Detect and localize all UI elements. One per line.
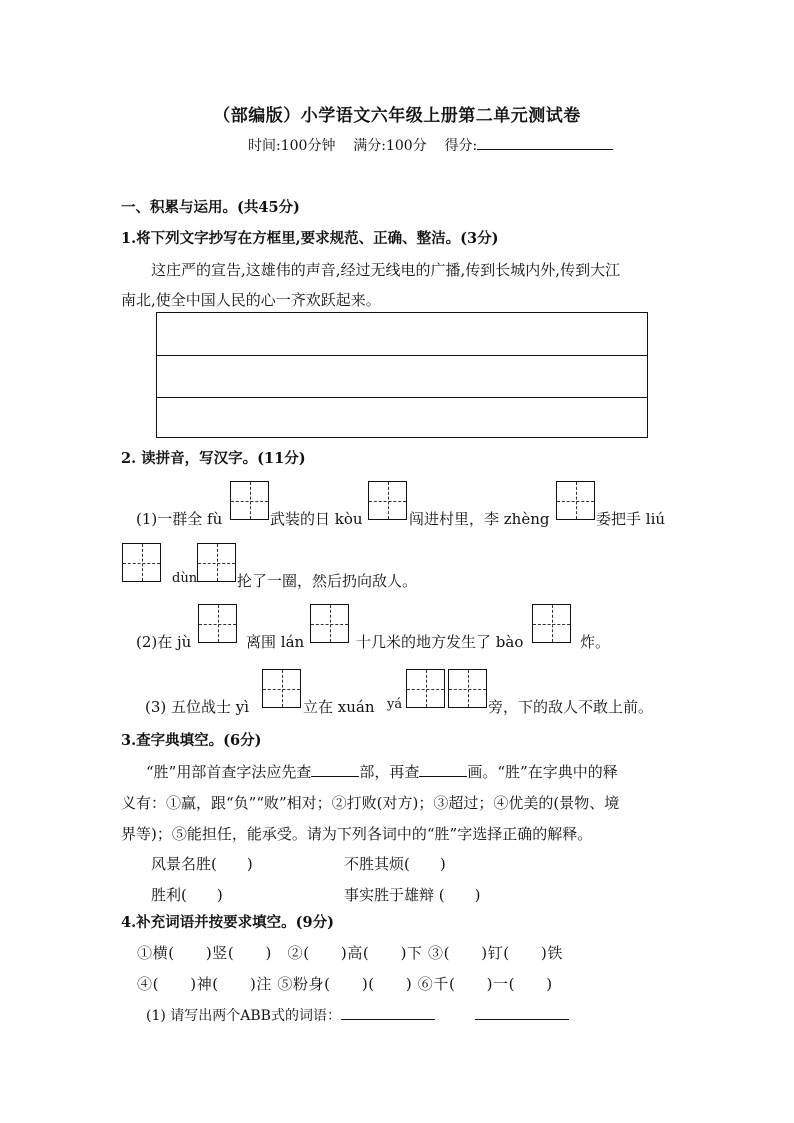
q3-text-line1 [146,761,618,782]
answer-blank[interactable] [341,1005,435,1020]
q3-text: 画。“胜”在字典中的释 [467,763,618,781]
tianzige-box[interactable] [198,604,237,643]
tianzige-box[interactable] [310,604,349,643]
time-label: 时间:100分钟 [248,138,336,154]
tianzige-box[interactable] [122,543,161,582]
tianzige-box[interactable] [556,481,595,520]
q3-text-line3: 界等)；⑤能担任，能承受。请为下列各词中的“胜”字选择正确的解释。 [121,825,593,843]
q1-text-line2: 南北,使全中国人民的心一齐欢跃起来。 [121,291,381,309]
q2-text: 武装的日 kòu [270,510,363,528]
answer-blank[interactable] [311,762,359,777]
q1-text-line1: 这庄严的宣告,这雄伟的声音,经过无线电的广播,传到长城内外,传到大江 [151,261,621,279]
score-blank[interactable] [477,135,613,150]
tianzige-box[interactable] [406,669,445,708]
q3-item: 胜利( ) [151,886,223,904]
tianzige-box[interactable] [532,604,571,643]
exam-info [248,135,613,155]
copy-box-divider [157,397,647,398]
tianzige-box[interactable] [197,543,236,582]
q2-text: 十几米的地方发生了 bào [356,633,524,651]
q2-text: 委把手 liú [596,510,666,528]
tianzige-box[interactable] [448,669,487,708]
q4-line1: ①横( )竖( ) ②( )高( )下 ③( )钉( )铁 [137,944,563,962]
q2-heading: 2. 读拼音，写汉字。(11分) [121,450,306,467]
q4-heading: 4.补充词语并按要求填空。(9分) [121,914,334,931]
q3-heading: 3.查字典填空。(6分) [121,732,262,749]
got-label: 得分: [444,138,478,154]
q2-text: (2)在 jù [136,633,192,651]
copy-box[interactable] [156,312,648,438]
q2-pinyin: dùn [172,571,198,586]
score-label: 满分:100分 [353,138,427,154]
q2-text: 炸。 [580,633,611,651]
q3-item: 风景名胜( ) [151,855,253,873]
q3-text: 部，再查 [359,763,420,781]
q4-sub1-text: (1) 请写出两个ABB式的词语： [146,1008,341,1024]
tianzige-box[interactable] [368,481,407,520]
q1-heading: 1.将下列文字抄写在方框里,要求规范、正确、整洁。(3分) [121,230,499,247]
q2-text: 立在 xuán [303,698,375,716]
answer-blank[interactable] [419,762,467,777]
q3-text-line2: 义有：①赢，跟“负”“败”相对；②打败(对方)；③超过；④优美的(景物、境 [121,794,620,812]
q2-text: 闯进村里，李 zhèng [409,510,550,528]
q2-text: 抡了一圈，然后扔向敌人。 [237,572,418,590]
q2-text: 旁，下的敌人不敢上前。 [488,698,654,716]
copy-box-divider [157,355,647,356]
q3-item: 事实胜于雄辩 ( ) [344,886,481,904]
tianzige-box[interactable] [230,481,269,520]
section-heading: 一、积累与运用。(共45分) [121,199,300,216]
q2-text: (1)一群全 fù [136,510,223,528]
answer-blank[interactable] [475,1005,569,1020]
q4-line2: ④( )神( )注 ⑤粉身( )( ) ⑥千( )一( ) [137,975,553,993]
q2-pinyin: yá [387,697,403,712]
q2-text: (3) 五位战士 yì [145,698,250,716]
q2-text: 离围 lán [246,633,305,651]
q3-item: 不胜其烦( ) [344,855,446,873]
q3-text: “胜”用部首查字法应先查 [146,763,312,781]
tianzige-box[interactable] [262,669,301,708]
page-title: （部编版）小学语文六年级上册第二单元测试卷 [213,106,581,126]
q4-sub1 [146,1005,569,1025]
